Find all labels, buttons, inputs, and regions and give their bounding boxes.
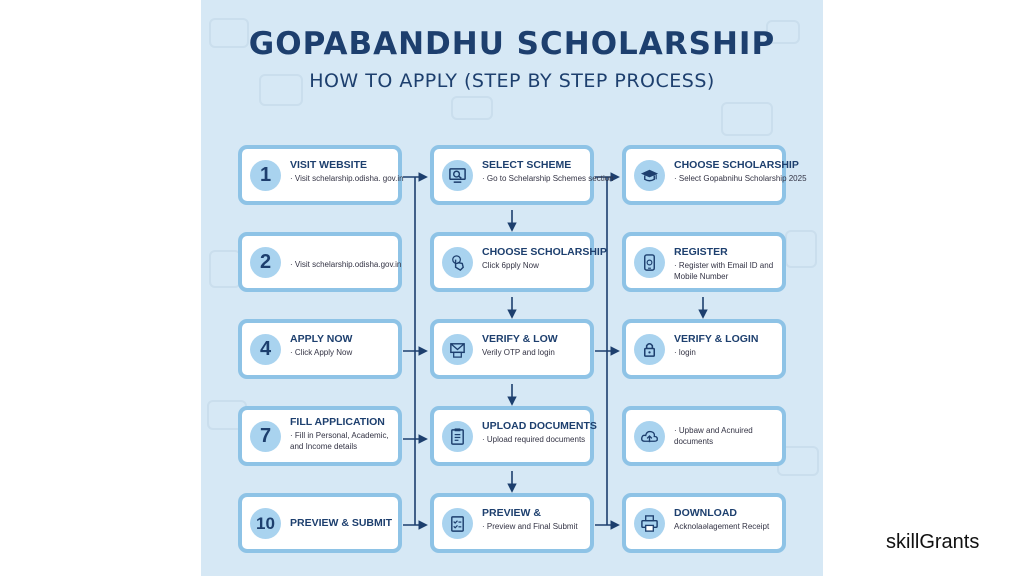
- page-subtitle: HOW TO APPLY (STEP BY STEP PROCESS): [309, 70, 715, 92]
- step-title: SELECT SCHEME: [482, 159, 572, 171]
- step-desc: · login: [674, 348, 696, 357]
- step-desc: · Register with Email ID and Mobile Number: [674, 261, 774, 281]
- step-desc: · Upbaw and Acnuired documents: [674, 426, 753, 446]
- step-desc: · Preview and Final Submit: [482, 522, 578, 531]
- step-card-choose-scholarship: [430, 232, 607, 292]
- step-card-download: [622, 493, 786, 553]
- step-number-badge: 7: [250, 421, 281, 452]
- step-title: DOWNLOAD: [674, 507, 737, 519]
- step-card-upload-acquired: [622, 406, 786, 466]
- step-desc: Click 6pply Now: [482, 261, 539, 270]
- step-title: CHOOSE SCHOLARSHIP: [482, 246, 607, 258]
- step-number-badge: 1: [250, 160, 281, 191]
- step-desc: Acknolaəlagement Receipt: [674, 522, 770, 531]
- step-card-select-scheme: [430, 145, 614, 205]
- step-card-upload-documents: [430, 406, 597, 466]
- touch-icon: [442, 247, 473, 278]
- step-title: REGISTER: [674, 246, 728, 258]
- brand-logo-text: skillGrants: [886, 531, 980, 553]
- printer-icon: [634, 508, 665, 539]
- page-title: GOPABANDHU SCHOLARSHIP: [248, 26, 776, 62]
- cloud-upload-icon: [634, 421, 665, 452]
- step-desc: · Visit schelarship.odisha. gov.in: [290, 174, 404, 183]
- step-title: UPLOAD DOCUMENTS: [482, 420, 597, 432]
- mail-phone-icon: [442, 334, 473, 365]
- step-desc: Verily OTP and login: [482, 348, 555, 357]
- step-number-badge: 10: [250, 508, 281, 539]
- step-desc: · Visit schelarship.odisha.gov.in: [290, 260, 402, 269]
- step-desc: · Click Apply Now: [290, 348, 353, 357]
- step-desc: · Upload required documents: [482, 435, 586, 444]
- step-title: FILL APPLICATION: [290, 416, 385, 428]
- step-card-verify-low: [430, 319, 594, 379]
- step-title: PREVIEW & SUBMIT: [290, 517, 393, 529]
- step-card-1: [238, 145, 402, 205]
- step-title: VISIT WEBSITE: [290, 159, 368, 171]
- step-number-badge: 4: [250, 334, 281, 365]
- step-title: PREVIEW &: [482, 507, 541, 519]
- infographic-panel: [201, 0, 823, 576]
- phone-at-icon: [634, 247, 665, 278]
- step-title: CHOOSE SCHOLARSHIP: [674, 159, 799, 171]
- lock-icon: [634, 334, 665, 365]
- step-desc: · Select Gopabnihu Scholarship 2025: [674, 174, 807, 183]
- step-card-7: [238, 406, 402, 466]
- step-card-verify-login: [622, 319, 786, 379]
- step-card-4: [238, 319, 402, 379]
- step-desc: · Go to Schelarship Schemes section: [482, 174, 614, 183]
- search-screen-icon: [442, 160, 473, 191]
- graduation-cap-icon: [634, 160, 665, 191]
- step-title: VERIFY & LOW: [482, 333, 558, 345]
- step-card-register: [622, 232, 786, 292]
- step-card-10: [238, 493, 402, 553]
- step-number-badge: 2: [250, 247, 281, 278]
- step-card-choose-scholarship-2025: [622, 145, 807, 205]
- step-desc: · Fill in Personal, Academic, and Income details: [290, 431, 389, 451]
- step-title: APPLY NOW: [290, 333, 353, 345]
- step-card-preview: [430, 493, 594, 553]
- step-title: VERIFY & LOGIN: [674, 333, 759, 345]
- step-card-2: [238, 232, 402, 292]
- clipboard-icon: [442, 421, 473, 452]
- checklist-icon: [442, 508, 473, 539]
